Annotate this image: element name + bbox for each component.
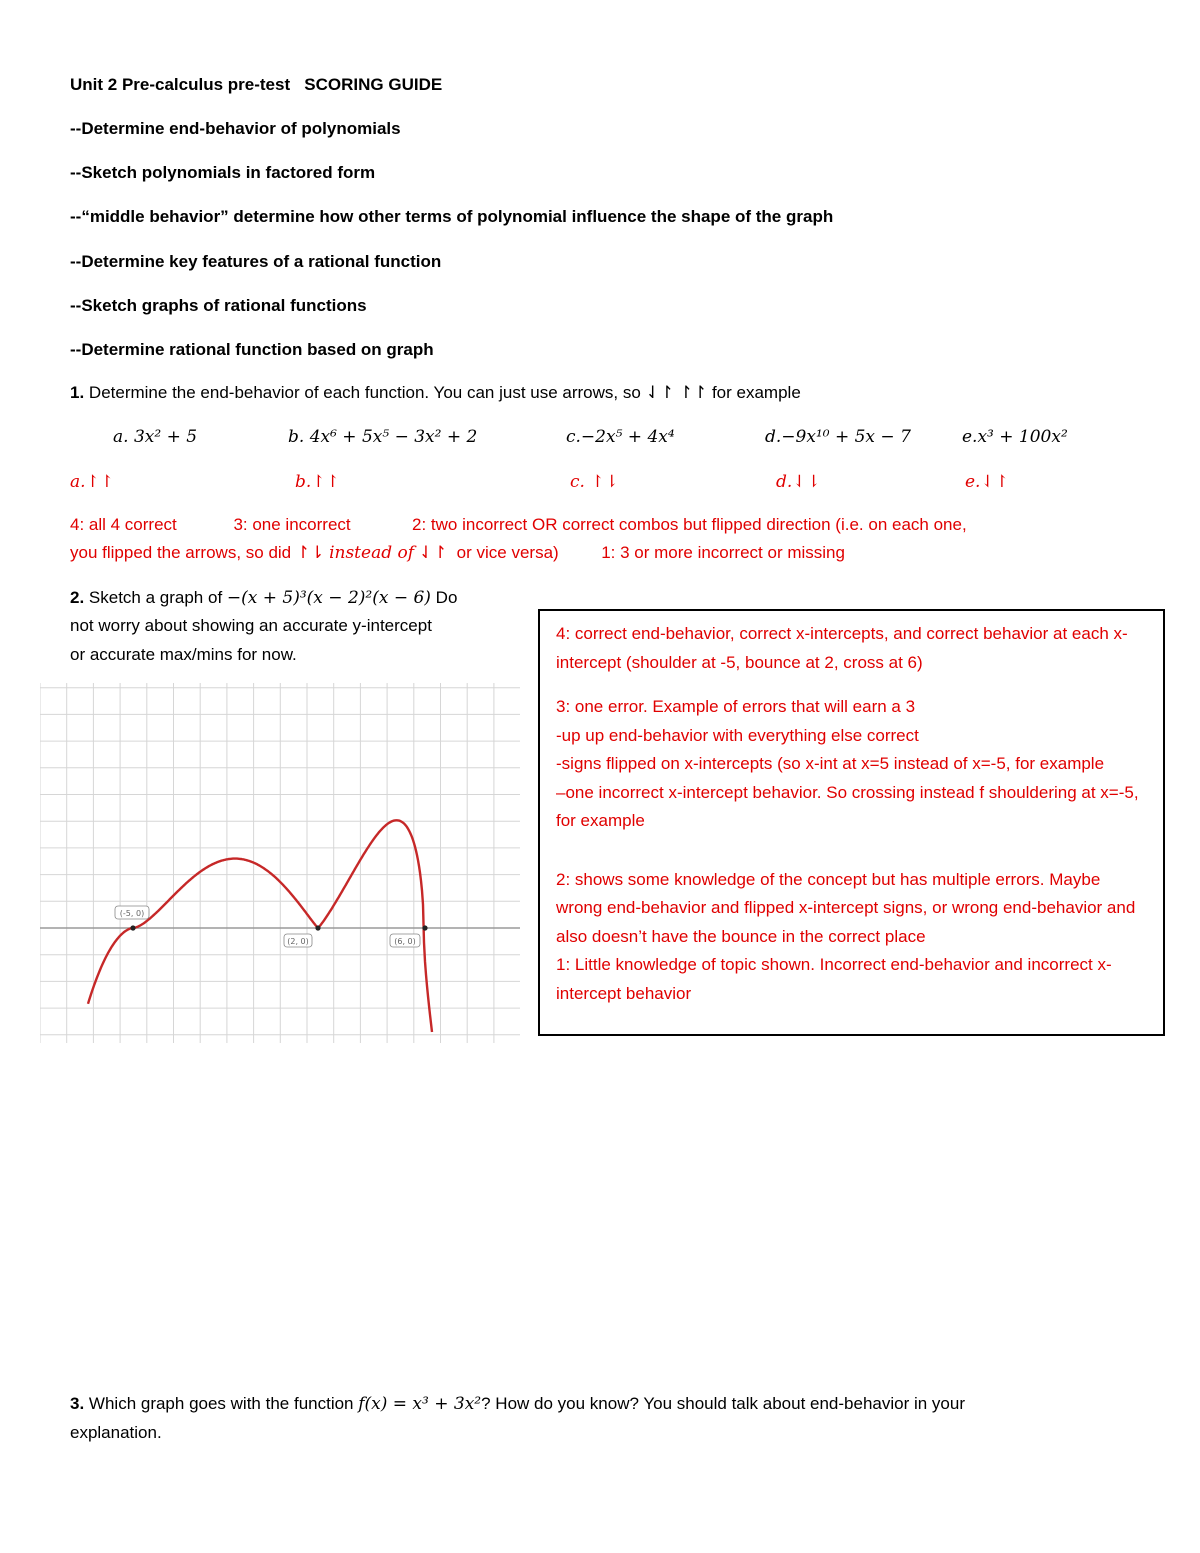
page-title [70, 75, 442, 95]
rubric-score-3-item-3: –one incorrect x-intercept behavior. So crossing instead f shouldering at x=-5, for example [556, 782, 1139, 830]
q3-prompt-line2: explanation. [70, 1423, 162, 1442]
q1-prompt [70, 383, 801, 403]
q1-answer-a: a.↾↾ [70, 472, 115, 492]
q3-text-math: f(x) = x³ + 3x² [358, 1394, 482, 1414]
q2-prompt-line2: not worry about showing an accurate y-intercept [70, 616, 432, 635]
rubric-score-3-title: 3: one error. Example of errors that will earn a 3 [556, 697, 916, 716]
q1-rubric-line2 [70, 543, 845, 563]
q2-prompt-line1 [70, 588, 457, 608]
objective-2: --Sketch polynomials in factored form [70, 163, 376, 182]
label-2: (2, 0) [287, 937, 309, 946]
rubric-score-2: 2: shows some knowledge of the concept but has multiple errors. Maybe wrong end-behavior and flipped x-intercept signs, or wrong end-behavior and also doesn’t have the bounce in the correct place [556, 869, 1136, 946]
intercept-point-2 [315, 925, 320, 930]
q1-rubric-line1: 4: all 4 correct 3: one incorrect 2: two incorrect OR correct combos but flipped direction (i.e. on each one, [70, 515, 967, 534]
rubric-score-4: 4: correct end-behavior, correct x-intercepts, and correct behavior at each x-intercept (shoulder at -5, bounce at 2, cross at 6) [556, 624, 1128, 672]
q1-answer-b: b.↾↾ [295, 472, 340, 492]
intercept-point-minus5 [130, 925, 135, 930]
q3-text-a: Which graph goes with the function [84, 1394, 359, 1413]
q1-func-b: b. 4x⁶ + 5x⁵ − 3x² + 2 [288, 427, 478, 447]
q3-text-b: ? How do you know? You should talk about end-behavior in your [481, 1394, 965, 1413]
q1-func-c: c.−2x⁵ + 4x⁴ [566, 427, 675, 447]
q1-func-e: e.x³ + 100x² [962, 427, 1068, 447]
q2-polynomial-graph [40, 683, 520, 1043]
graph-grid [40, 683, 520, 1043]
q1-rubric-line2-c: ⇃↾ or vice versa) 1: 3 or more incorrect or missing [414, 543, 845, 562]
q1-answer-e: e.⇃↾ [965, 472, 1009, 492]
q1-answer-c: c. ↾⇂ [570, 472, 619, 492]
q2-text-math: −(x + 5)³(x − 2)²(x − 6) [226, 588, 431, 608]
q2-rubric-box [538, 609, 1165, 1036]
rubric-score-3-item-1: -up up end-behavior with everything else correct [556, 725, 919, 745]
label-minus5: (-5, 0) [119, 909, 145, 918]
q2-text-b: Do [430, 588, 458, 607]
q2-number: 2. [70, 588, 85, 607]
q1-rubric-line2-b: instead of [329, 543, 415, 563]
q1-func-a: a. 3x² + 5 [113, 427, 198, 447]
objective-4: --Determine key features of a rational function [70, 252, 442, 271]
q1-func-d: d.−9x¹⁰ + 5x − 7 [765, 427, 911, 447]
title-left: Unit 2 Pre-calculus pre-test [70, 75, 291, 94]
intercept-point-6 [422, 925, 427, 930]
q2-text-a: Sketch a graph of [84, 588, 227, 607]
title-right: SCORING GUIDE [304, 75, 443, 94]
q1-rubric-line2-a: you flipped the arrows, so did ↾⇂ [70, 543, 330, 562]
label-6: (6, 0) [394, 937, 416, 946]
q1-number: 1. [70, 383, 85, 402]
rubric-score-3-item-2: -signs flipped on x-intercepts (so x-int at x=5 instead of x=-5, for example [556, 754, 1105, 773]
q3-prompt-line1 [70, 1394, 965, 1414]
rubric-score-1: 1: Little knowledge of topic shown. Incorrect end-behavior and incorrect x-intercept behavior [556, 955, 1112, 1003]
q1-answer-d: d.⇃⇂ [776, 472, 821, 492]
objective-5: --Sketch graphs of rational functions [70, 296, 367, 315]
polynomial-curve [88, 820, 432, 1032]
q3-number: 3. [70, 1394, 85, 1413]
objective-6: --Determine rational function based on graph [70, 340, 434, 359]
q2-prompt-line3: or accurate max/mins for now. [70, 645, 297, 664]
q1-text: Determine the end-behavior of each function. You can just use arrows, so ⇃↾ ↾↾ for example [88, 383, 801, 402]
objective-1: --Determine end-behavior of polynomials [70, 119, 401, 138]
objective-3: --“middle behavior” determine how other terms of polynomial influence the shape of the graph [70, 207, 834, 226]
